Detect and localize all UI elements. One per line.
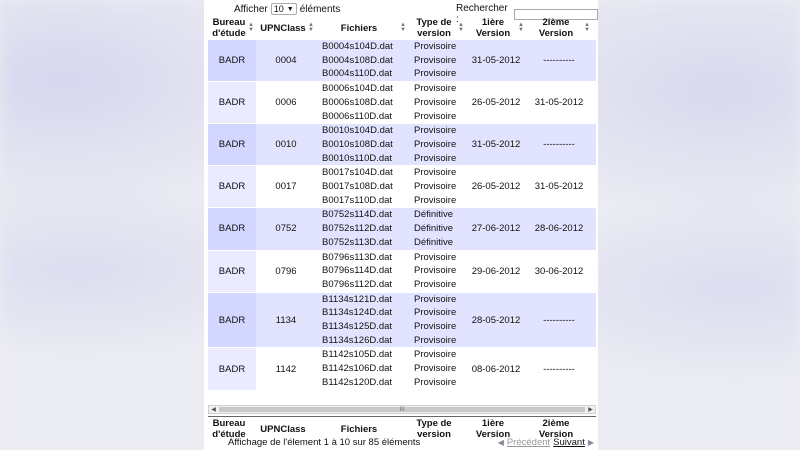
table-row[interactable]	[208, 293, 596, 349]
file-name: B1134s121D.dat	[322, 293, 393, 305]
header-text: Version	[538, 28, 574, 39]
cell-version-type	[408, 251, 466, 292]
version-type: Provisoire	[414, 251, 457, 263]
header-label	[416, 17, 451, 39]
file-name: B0796s112D.dat	[322, 278, 393, 290]
header-text: UPNClass	[260, 22, 306, 34]
header-label	[260, 23, 305, 34]
version-type: Provisoire	[414, 349, 457, 361]
version-type: Définitive	[414, 223, 454, 235]
cell-bureau: BADR	[208, 124, 256, 165]
header-text: Fichiers	[340, 423, 378, 435]
version-type: Provisoire	[414, 41, 457, 52]
cell-files	[316, 348, 408, 389]
cell-second-version: ----------	[543, 314, 575, 326]
cell-version-type	[408, 82, 466, 123]
table-row[interactable]	[208, 251, 596, 293]
file-name: B0017s104D.dat	[322, 167, 393, 179]
version-type: Provisoire	[414, 321, 457, 333]
row-spacer	[592, 251, 596, 292]
cell-files	[316, 208, 408, 249]
cell-bureau: BADR	[208, 40, 256, 81]
triangle-right-icon[interactable]: ▶	[587, 438, 594, 447]
cell-bureau: BADR	[208, 251, 256, 292]
header-text: 2ième	[542, 418, 570, 429]
horizontal-scrollbar[interactable]	[208, 405, 596, 414]
cell-version-type	[408, 293, 466, 348]
footer-header-label	[341, 424, 377, 435]
header-text: Type de	[416, 17, 452, 28]
header-label	[212, 17, 245, 39]
row-spacer	[592, 40, 596, 81]
file-name: B1134s124D.dat	[322, 307, 393, 319]
cell-upnclass: 0752	[275, 223, 297, 235]
scrollbar-grip: III	[399, 406, 405, 413]
version-type: Provisoire	[414, 376, 457, 388]
cell-bureau: BADR	[208, 348, 256, 389]
sort-arrows-icon: ▲ ▼	[518, 22, 524, 33]
row-spacer	[592, 208, 596, 249]
previous-page-link[interactable]: Précédent	[506, 437, 551, 448]
cell-second-version: ----------	[543, 55, 575, 67]
header-text: Version	[475, 28, 511, 39]
file-name: B0752s112D.dat	[322, 223, 393, 235]
cell-version-type	[408, 166, 466, 207]
file-name: B1134s125D.dat	[322, 321, 393, 333]
version-type: Provisoire	[414, 96, 457, 108]
sort-arrows-icon: ▲ ▼	[584, 22, 590, 33]
version-type: Définitive	[414, 236, 454, 248]
version-type: Provisoire	[414, 307, 457, 319]
row-spacer	[592, 293, 596, 348]
version-type: Provisoire	[414, 68, 457, 80]
header-label	[341, 23, 377, 34]
cell-first-version: 28-05-2012	[471, 314, 521, 326]
row-spacer	[592, 124, 596, 165]
triangle-left-icon: ◀	[497, 438, 504, 447]
cell-first-version: 26-05-2012	[471, 181, 521, 193]
version-type: Provisoire	[414, 54, 457, 66]
file-name: B0010s104D.dat	[322, 125, 393, 137]
cell-first-version: 27-06-2012	[471, 223, 521, 235]
table-row[interactable]	[208, 348, 596, 390]
cell-upnclass: 0006	[275, 97, 297, 109]
header-text: 1ière	[481, 17, 505, 28]
version-type: Provisoire	[414, 265, 457, 277]
header-col-2[interactable]	[316, 16, 408, 40]
file-name: B0004s108D.dat	[322, 54, 393, 66]
version-type: Provisoire	[414, 138, 457, 150]
version-type: Provisoire	[414, 194, 457, 206]
version-type: Provisoire	[414, 363, 457, 375]
header-text: version	[417, 429, 451, 440]
cell-files	[316, 124, 408, 165]
header-text: d'étude	[212, 28, 246, 39]
header-text: Bureau	[212, 418, 246, 429]
cell-second-version: 31-05-2012	[534, 181, 584, 193]
cell-version-type	[408, 40, 466, 81]
length-control	[234, 3, 340, 15]
search-label: Rechercher :	[456, 3, 508, 25]
cell-first-version: 31-05-2012	[471, 55, 521, 67]
sort-arrows-icon: ▲ ▼	[400, 22, 406, 33]
cell-version-type	[408, 208, 466, 249]
file-name: B0006s108D.dat	[322, 96, 393, 108]
scroll-right-icon[interactable]: ▶	[588, 407, 593, 413]
file-name: B1142s105D.dat	[322, 349, 393, 361]
version-type: Définitive	[414, 209, 454, 221]
sort-arrows-icon: ▲ ▼	[458, 22, 464, 33]
version-type: Provisoire	[414, 152, 457, 164]
cell-first-version: 08-06-2012	[471, 363, 521, 375]
file-name: B1142s120D.dat	[322, 376, 393, 388]
footer-header-label	[416, 418, 451, 440]
file-name: B0006s110D.dat	[322, 110, 393, 122]
table-row[interactable]	[208, 82, 596, 124]
cell-files	[316, 166, 408, 207]
header-col-0[interactable]	[208, 16, 256, 40]
table-body[interactable]	[208, 40, 596, 406]
cell-first-version: 29-06-2012	[471, 265, 521, 277]
cell-first-version: 26-05-2012	[471, 97, 521, 109]
next-page-link[interactable]: Suivant	[553, 437, 585, 448]
header-text: 2ième	[542, 17, 570, 28]
file-name: B0004s110D.dat	[322, 68, 393, 80]
header-text: Version	[538, 429, 574, 440]
cell-files	[316, 40, 408, 81]
header-text: Fichiers	[340, 22, 378, 34]
cell-bureau: BADR	[208, 82, 256, 123]
header-label	[539, 17, 573, 39]
file-name: B1142s106D.dat	[322, 363, 393, 375]
row-spacer	[592, 82, 596, 123]
header-col-1[interactable]	[256, 16, 316, 40]
header-text: Bureau	[212, 17, 246, 28]
header-col-4[interactable]	[466, 16, 526, 40]
version-type: Provisoire	[414, 110, 457, 122]
cell-files	[316, 251, 408, 292]
pagination	[498, 437, 594, 448]
footer-header-label	[260, 424, 305, 435]
length-select-value: 10	[273, 4, 284, 14]
cell-upnclass: 0010	[275, 139, 297, 151]
header-scroll-spacer	[592, 16, 596, 40]
cell-bureau: BADR	[208, 166, 256, 207]
file-name: B0796s113D.dat	[322, 251, 393, 263]
cell-upnclass: 1142	[275, 363, 297, 375]
cell-version-type	[408, 124, 466, 165]
cell-bureau: BADR	[208, 208, 256, 249]
header-col-3[interactable]	[408, 16, 466, 40]
header-text: UPNClass	[260, 423, 306, 435]
header-label	[476, 17, 510, 39]
version-type: Provisoire	[414, 278, 457, 290]
cell-upnclass: 1134	[275, 314, 297, 326]
table-row[interactable]	[208, 40, 596, 82]
header-text: 1ière	[481, 418, 505, 429]
version-type: Provisoire	[414, 167, 457, 179]
cell-version-type	[408, 348, 466, 389]
row-spacer	[592, 348, 596, 389]
cell-second-version: ----------	[543, 139, 575, 151]
datatable-panel	[204, 0, 598, 450]
header-col-5[interactable]	[526, 16, 592, 40]
file-name: B0010s108D.dat	[322, 138, 393, 150]
length-suffix-label: éléments	[299, 3, 341, 15]
table-row[interactable]	[208, 208, 596, 250]
scrollbar-thumb[interactable]	[219, 407, 585, 412]
cell-second-version: 31-05-2012	[534, 97, 584, 109]
cell-second-version: 28-06-2012	[534, 223, 584, 235]
version-type: Provisoire	[414, 334, 457, 346]
file-name: B0017s108D.dat	[322, 181, 393, 193]
cell-upnclass: 0796	[275, 265, 297, 277]
length-select[interactable]	[271, 3, 297, 15]
version-type: Provisoire	[414, 293, 457, 305]
header-text: Version	[475, 429, 511, 440]
version-type: Provisoire	[414, 125, 457, 137]
version-type: Provisoire	[414, 83, 457, 95]
header-text: version	[417, 28, 451, 39]
sort-arrows-icon: ▲ ▼	[308, 22, 314, 33]
table-row[interactable]	[208, 166, 596, 208]
file-name: B0004s104D.dat	[322, 41, 393, 52]
file-name: B0752s114D.dat	[322, 209, 393, 221]
cell-upnclass: 0017	[275, 181, 297, 193]
file-name: B0752s113D.dat	[322, 236, 393, 248]
version-type: Provisoire	[414, 181, 457, 193]
file-name: B0017s110D.dat	[322, 194, 393, 206]
row-spacer	[592, 166, 596, 207]
chevron-down-icon: ▼	[286, 5, 294, 13]
length-prefix-label: Afficher	[234, 3, 268, 15]
scroll-left-icon[interactable]: ◀	[211, 407, 216, 413]
table-info: Affichage de l'élement 1 à 10 sur 85 éléments	[228, 437, 421, 448]
file-name: B0006s104D.dat	[322, 83, 393, 95]
cell-files	[316, 82, 408, 123]
cell-first-version: 31-05-2012	[471, 139, 521, 151]
sort-arrows-icon: ▲ ▼	[248, 22, 254, 33]
cell-second-version: ----------	[543, 363, 575, 375]
file-name: B0010s110D.dat	[322, 152, 393, 164]
cell-upnclass: 0004	[275, 55, 297, 67]
table-header	[208, 16, 596, 41]
file-name: B0796s114D.dat	[322, 265, 393, 277]
table-row[interactable]	[208, 124, 596, 166]
header-text: Type de	[416, 418, 452, 429]
cell-files	[316, 293, 408, 348]
cell-bureau: BADR	[208, 293, 256, 348]
file-name: B1134s126D.dat	[322, 334, 393, 346]
header-text: d'étude	[212, 429, 246, 440]
cell-second-version: 30-06-2012	[534, 265, 584, 277]
